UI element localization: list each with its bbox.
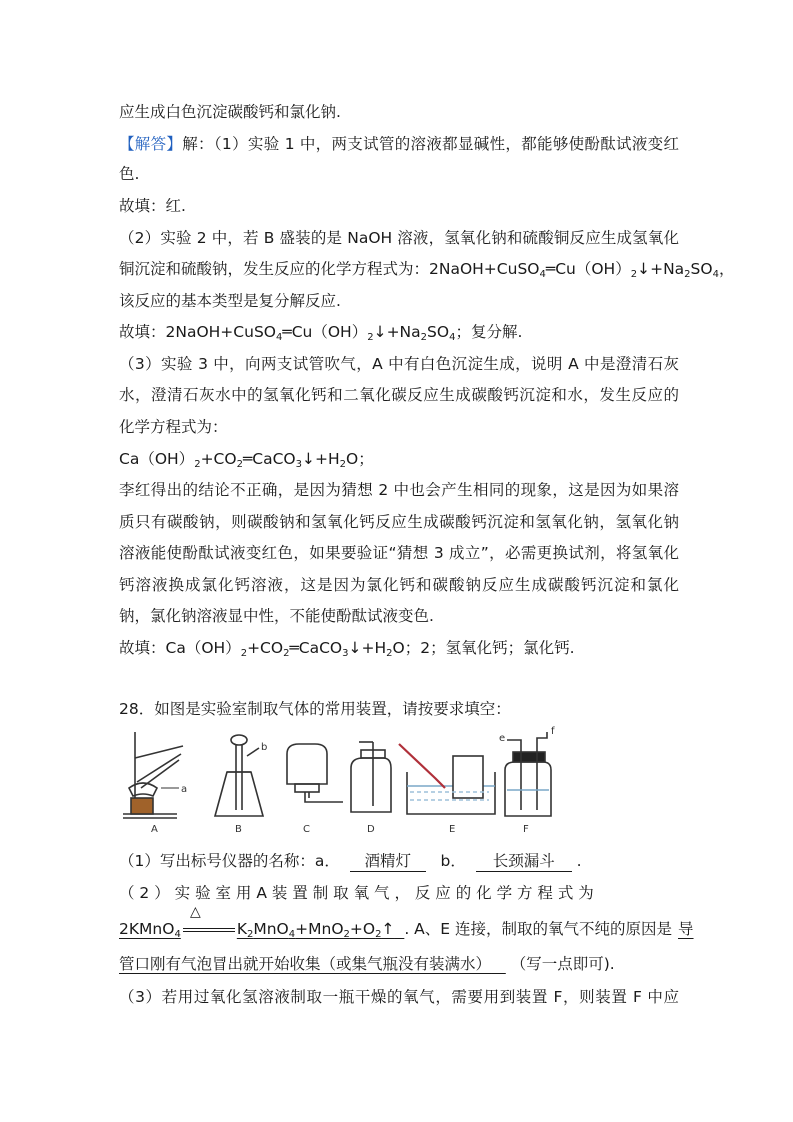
apparatus-d-drawing	[351, 742, 391, 812]
answer-heading-line: 【解答】解：（1）实验 1 中，两支试管的溶液都显碱性，都能够使酚酞试液变红	[119, 135, 679, 153]
line-18-equation: 故填：$Ca(OH)_2+CO_2═CaCO_3↓+H_2O$；2；氢氧化钙；氯化钙.	[119, 639, 575, 659]
apparatus-f-drawing	[505, 732, 551, 816]
answer-tag: 【解答】	[119, 135, 183, 153]
line-8-equation: 故填：$2NaOH+CuSO_4═Cu(OH)_2↓+Na_2SO_4$；复分解.	[119, 323, 523, 343]
question-1-line: （1）写出标号仪器的名称：a． 酒精灯 b． 长颈漏斗 .	[119, 852, 582, 870]
line-6-equation: 铜沉淀和硫酸钠，发生反应的化学方程式为：$2NaOH+CuSO_4═Cu(OH)_2↓+Na_2SO_4$，	[119, 260, 735, 280]
figure-label-f: F	[523, 824, 529, 835]
line-17: 钠，氯化钠溶液显中性，不能使酚酞试液变色.	[119, 607, 434, 625]
question-2-equation-line: 2KMnO$_4$ $K_2MnO_4+MnO_2+O_2↑$ . A、E 连接，制取的氧气不纯的原因是 导	[119, 920, 694, 940]
answer-blank-b: 长颈漏斗	[476, 851, 572, 872]
figure-label-c: C	[303, 824, 310, 835]
line-12-equation: $Ca(OH)_2+CO_2═CaCO_3↓+H_2O$；	[119, 450, 374, 470]
question-2-reason-line: 管口刚有气泡冒出就开始收集（或集气瓶没有装满水） （写一点即可).	[119, 955, 615, 973]
answer-blank-a: 酒精灯	[350, 851, 426, 872]
line-16: 钙溶液换成氯化钙溶液，这是因为氯化钙和碳酸钠反应生成碳酸钙沉淀和氯化	[119, 576, 679, 594]
line-3: 色.	[119, 165, 140, 183]
line-5: （2）实验 2 中，若 B 盛装的是 NaOH 溶液，氢氧化钠和硫酸铜反应生成氢氧化	[119, 229, 679, 247]
line-10: 水，澄清石灰水中的氢氧化钙和二氧化碳反应生成碳酸钙沉淀和水，发生反应的	[119, 386, 679, 404]
question-2-line: （ 2 ） 实 验 室 用 A 装 置 制 取 氧 气 ， 反 应 的 化 学 方 程 式 为	[119, 884, 594, 902]
answer-blank-reason: 管口刚有气泡冒出就开始收集（或集气瓶没有装满水）	[119, 955, 492, 973]
apparatus-b-drawing	[215, 735, 263, 816]
apparatus-figure	[119, 726, 559, 838]
apparatus-e-drawing	[399, 744, 495, 814]
question-28-title: 28．如图是实验室制取气体的常用装置，请按要求填空：	[119, 700, 511, 718]
line-7: 该反应的基本类型是复分解反应.	[119, 292, 341, 310]
figure-label-a: A	[151, 824, 158, 835]
line-11: 化学方程式为：	[119, 418, 228, 436]
delta-symbol: △	[190, 904, 201, 920]
reaction-arrow-bar	[183, 928, 235, 932]
figure-mark-a: a	[181, 784, 188, 795]
figure-mark-b: b	[261, 742, 268, 753]
apparatus-diagram	[119, 726, 559, 838]
figure-label-d: D	[367, 824, 375, 835]
line-4: 故填：红.	[119, 197, 186, 215]
figure-label-b: B	[235, 824, 242, 835]
line-9: （3）实验 3 中，向两支试管吹气，A 中有白色沉淀生成，说明 A 中是澄清石灰	[119, 355, 679, 373]
apparatus-c-drawing	[287, 744, 343, 802]
figure-mark-e: e	[499, 733, 506, 744]
equation-answer: 2KMnO$_4$ $K_2MnO_4+MnO_2+O_2↑$	[119, 920, 395, 940]
figure-label-e: E	[449, 824, 456, 835]
apparatus-a-drawing	[123, 732, 183, 818]
line-13: 李红得出的结论不正确，是因为猜想 2 中也会产生相同的现象，这是因为如果溶	[119, 481, 679, 499]
question-3-line: （3）若用过氧化氢溶液制取一瓶干燥的氧气，需要用到装置 F，则装置 F 中应	[119, 988, 679, 1006]
line-15: 溶液能使酚酞试液变红色，如果要验证“猜想 3 成立”，必需更换试剂，将氢氧化	[119, 544, 679, 562]
line-1: 应生成白色沉淀碳酸钙和氯化钠.	[119, 103, 341, 121]
figure-mark-f: f	[551, 726, 555, 737]
line-14: 质只有碳酸钠，则碳酸钠和氢氧化钙反应生成碳酸钙沉淀和氢氧化钠，氢氧化钠	[119, 513, 679, 531]
answer-blank-reason-start: 导	[678, 920, 694, 938]
